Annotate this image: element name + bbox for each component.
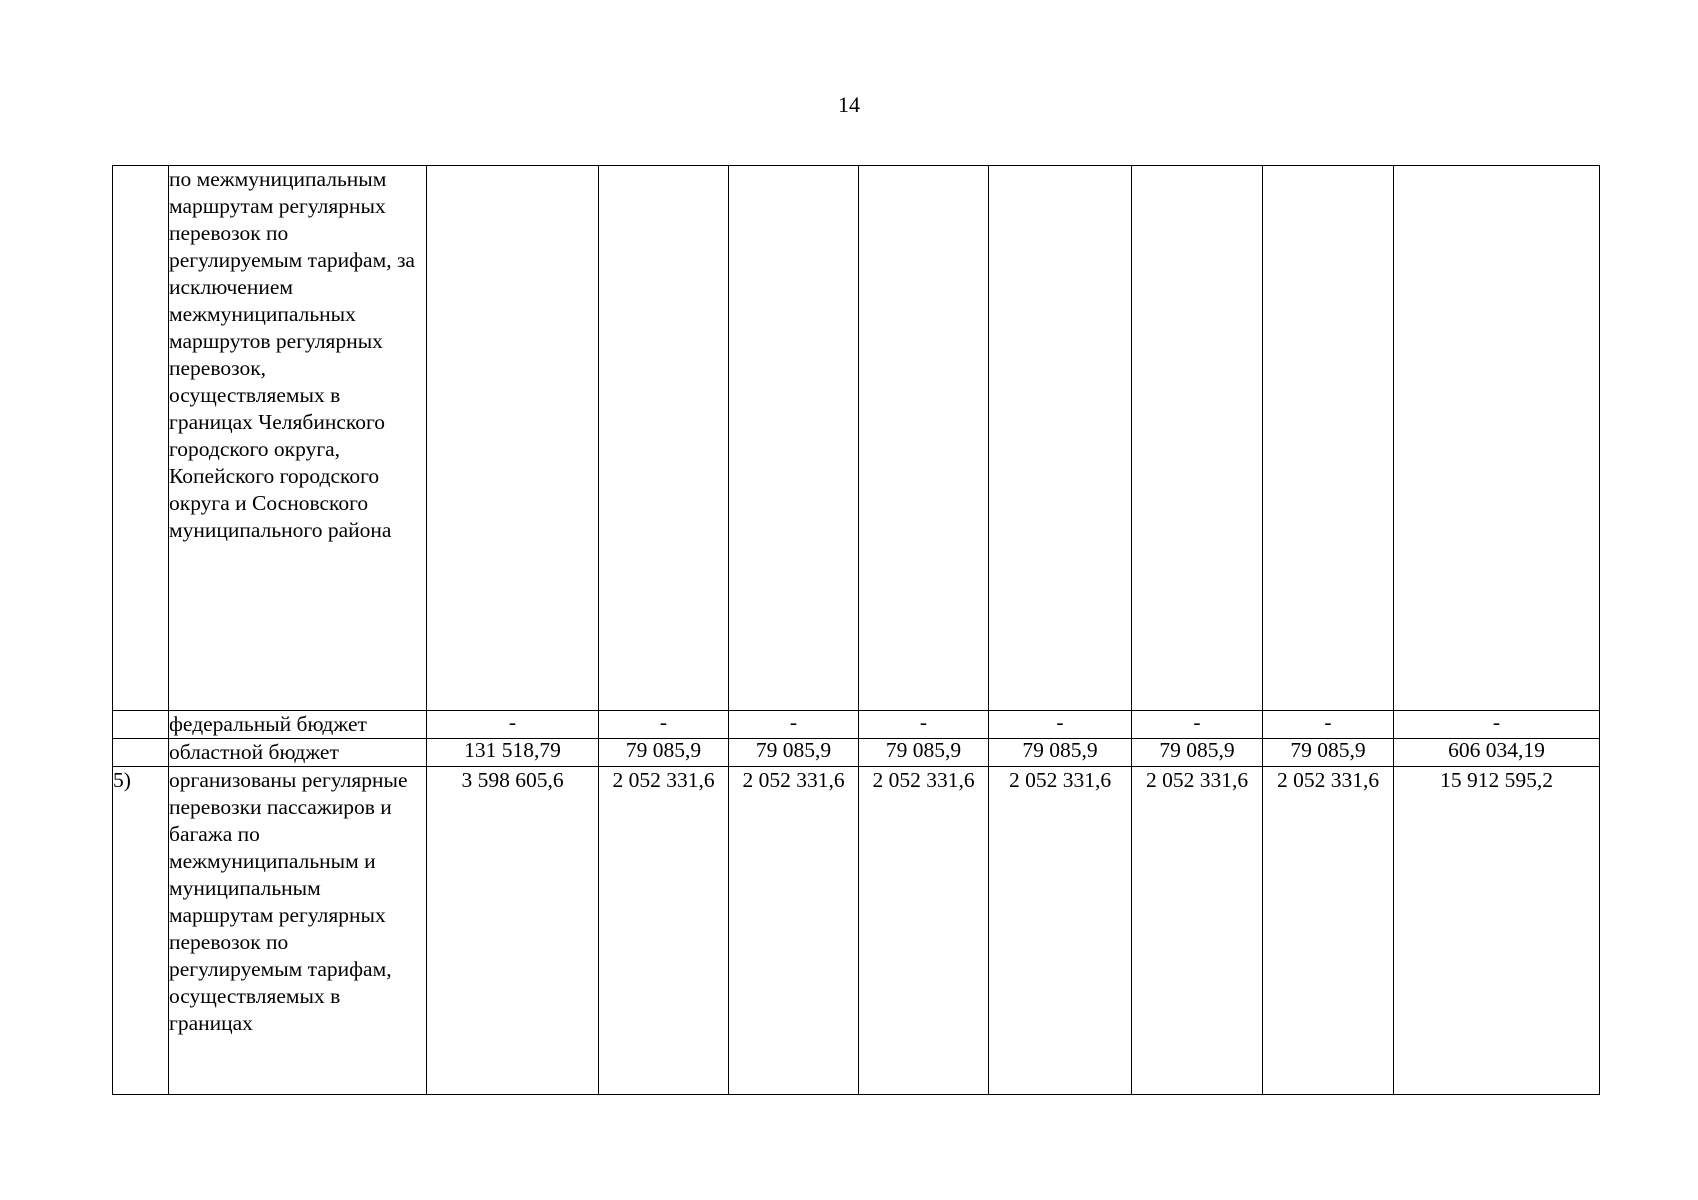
row-number	[113, 711, 169, 739]
value-cell: 2 052 331,6	[989, 767, 1132, 1095]
value-cell: -	[859, 711, 989, 739]
value-cell: 79 085,9	[599, 739, 729, 767]
row-number: 5)	[113, 767, 169, 1095]
value-cell: 79 085,9	[859, 739, 989, 767]
value-cell: -	[599, 711, 729, 739]
value-cell: 2 052 331,6	[729, 767, 859, 1095]
row-number	[113, 166, 169, 711]
table-row	[113, 739, 1600, 767]
value-cell: 79 085,9	[1263, 739, 1394, 767]
value-cell	[859, 166, 989, 711]
value-cell: 79 085,9	[1132, 739, 1263, 767]
page-number: 14	[838, 92, 860, 117]
value-cell	[599, 166, 729, 711]
value-cell: 2 052 331,6	[1263, 767, 1394, 1095]
value-cell	[427, 166, 599, 711]
value-cell: 2 052 331,6	[599, 767, 729, 1095]
row-number	[113, 739, 169, 767]
row-description: областной бюджет	[169, 739, 427, 767]
table-row	[113, 166, 1600, 711]
value-cell: 79 085,9	[729, 739, 859, 767]
value-cell: -	[989, 711, 1132, 739]
value-cell: 15 912 595,2	[1394, 767, 1600, 1095]
value-cell: 606 034,19	[1394, 739, 1600, 767]
value-cell: 3 598 605,6	[427, 767, 599, 1095]
value-cell: 2 052 331,6	[859, 767, 989, 1095]
value-cell	[989, 166, 1132, 711]
value-cell: 79 085,9	[989, 739, 1132, 767]
value-cell: -	[729, 711, 859, 739]
budget-table	[112, 165, 1600, 1095]
value-cell: -	[427, 711, 599, 739]
value-cell	[1132, 166, 1263, 711]
value-cell: -	[1263, 711, 1394, 739]
value-cell	[1394, 166, 1600, 711]
value-cell: 2 052 331,6	[1132, 767, 1263, 1095]
value-cell: 131 518,79	[427, 739, 599, 767]
table-row	[113, 767, 1600, 1095]
value-cell: -	[1394, 711, 1600, 739]
table-row	[113, 711, 1600, 739]
row-description: организованы регулярные перевозки пассажиров и багажа по межмуниципальным и муниципальным маршрутам регулярных перевозок по регулируемым тарифам, осуществляемых в границах	[169, 767, 427, 1095]
value-cell	[1263, 166, 1394, 711]
value-cell	[729, 166, 859, 711]
row-description: по межмуниципальным маршрутам регулярных перевозок по регулируемым тарифам, за исключением межмуниципальных маршрутов регулярных перевозок, осуществляемых в границах Челябинского городского округа, Копейского городского округа и Сосновского муниципального района	[169, 166, 427, 711]
row-description: федеральный бюджет	[169, 711, 427, 739]
value-cell: -	[1132, 711, 1263, 739]
